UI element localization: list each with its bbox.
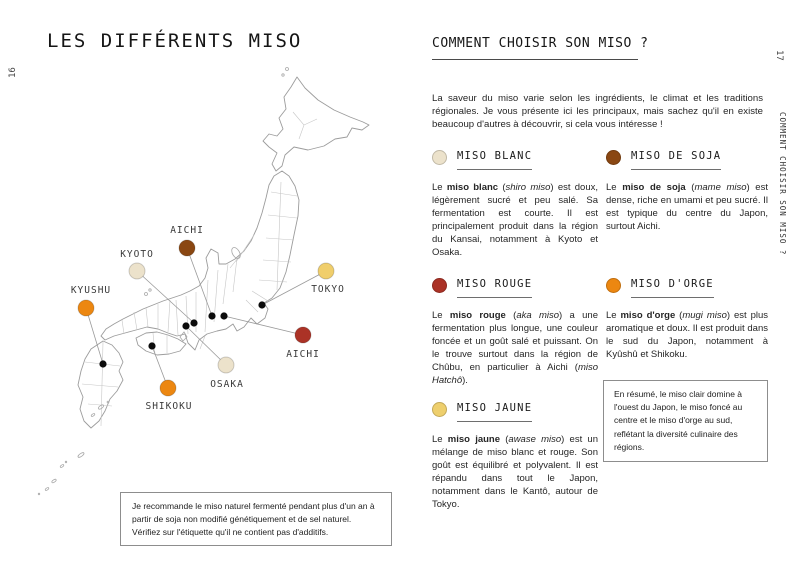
map-location-dot [208,312,215,319]
section-title: MISO ROUGE [457,278,532,298]
section-title: MISO DE SOJA [631,150,721,170]
section-miso-jaune [432,402,598,511]
section-heading [432,402,598,422]
small-islands [38,68,288,495]
section-text: Le miso d'orge (mugi miso) est plus aromatique et doux. Il est produit dans le sud du Japon, notamment à Kyûshû et Shikoku. [606,310,769,360]
page-title-right: COMMENT CHOISIR SON MISO ? [432,36,649,51]
miso-rouge-color-icon [432,278,447,293]
map-region-label: OSAKA [210,379,244,390]
recommendation-note: Je recommande le miso naturel fermenté pendant plus d'un an à partir de soja non modifié génétiquement et de sel naturel. Vérifiez sur l'étiquette qu'il ne contient pas d'additifs. [120,492,392,546]
map-marker-circle [160,380,176,396]
section-text: Le miso rouge (aka miso) a une fermentation plus longue, une couleur foncée et un goût salé et puissant. On le trouve surtout dans la région de Chûbu, en particulier à Aichi (miso Hatchô). [432,310,598,386]
page-number-right: 17 [774,50,784,61]
chapter-side-label: COMMENT CHOISIR SON MISO ? [778,112,787,256]
section-heading [606,278,768,298]
title-underline [432,59,638,60]
map-markers-layer [71,225,345,412]
section-text: Le miso de soja (mame miso) est dense, riche en umami et peu sucré. Il est typique du centre du Japon, surtout Aichi. [606,182,768,232]
map-region-label: KYUSHU [70,285,112,296]
section-title: MISO JAUNE [457,402,532,422]
map-marker-circle [295,327,311,343]
map-location-dot [99,360,106,367]
section-miso-rouge [432,278,598,387]
map-connector-line [86,308,103,364]
miso-dorge-color-icon [606,278,621,293]
map-location-dot [182,322,189,329]
map-location-dot [190,319,197,326]
summary-note: En résumé, le miso clair domine à l'ouest du Japon, le miso foncé au centre et le miso d'orge au sud, reflétant la diversité culinaire des régions. [603,380,768,462]
map-region-label: AICHI [170,225,204,236]
section-miso-dorge [606,278,768,361]
map-marker-circle [78,300,94,316]
map-marker-circle [179,240,195,256]
section-text: Le miso blanc (shiro miso) est doux, légèrement sucré et peu salé. Sa fermentation est courte. Il est principalement produit dans la région du Kansai, notamment à Kyoto et Osaka. [432,182,598,258]
map-region-label: SHIKOKU [145,401,193,412]
map-location-dot [258,301,265,308]
section-title: MISO BLANC [457,150,532,170]
section-text: Le miso jaune (awase miso) est un mélange de miso blanc et rouge. Son goût est équilibré et polyvalent. Il est répandu dans tout le Japon, notamment dans le Kantô, autour de Tokyo. [432,434,598,510]
map-location-dot [148,342,155,349]
intro-paragraph: La saveur du miso varie selon les ingrédients, le climat et les traditions régionales. Je vous présente ici les principaux, mais sachez qu'il en existe beaucoup d'autres à découvrir, si cela vous intéresse ! [432,93,763,130]
section-title: MISO D'ORGE [631,278,714,298]
section-heading [432,278,598,298]
map-region-label: KYOTO [120,249,154,260]
miso-de-soja-color-icon [606,150,621,165]
map-connector-line [137,271,194,323]
page-number-left: 16 [8,67,18,78]
map-marker-circle [218,357,234,373]
section-miso-de-soja [606,150,768,233]
section-heading [606,150,768,170]
map-marker-circle [318,263,334,279]
map-region-label: AICHI [286,349,320,360]
miso-jaune-color-icon [432,402,447,417]
map-region-label: TOKYO [311,284,345,295]
section-heading [432,150,598,170]
map-marker-circle [129,263,145,279]
hokkaido-outline [263,77,369,171]
section-miso-blanc [432,150,598,259]
miso-blanc-color-icon [432,150,447,165]
prefecture-borders [82,112,317,426]
map-location-dot [220,312,227,319]
map-connector-line [187,248,212,316]
page-title-left: LES DIFFÉRENTS MISO [47,30,303,52]
